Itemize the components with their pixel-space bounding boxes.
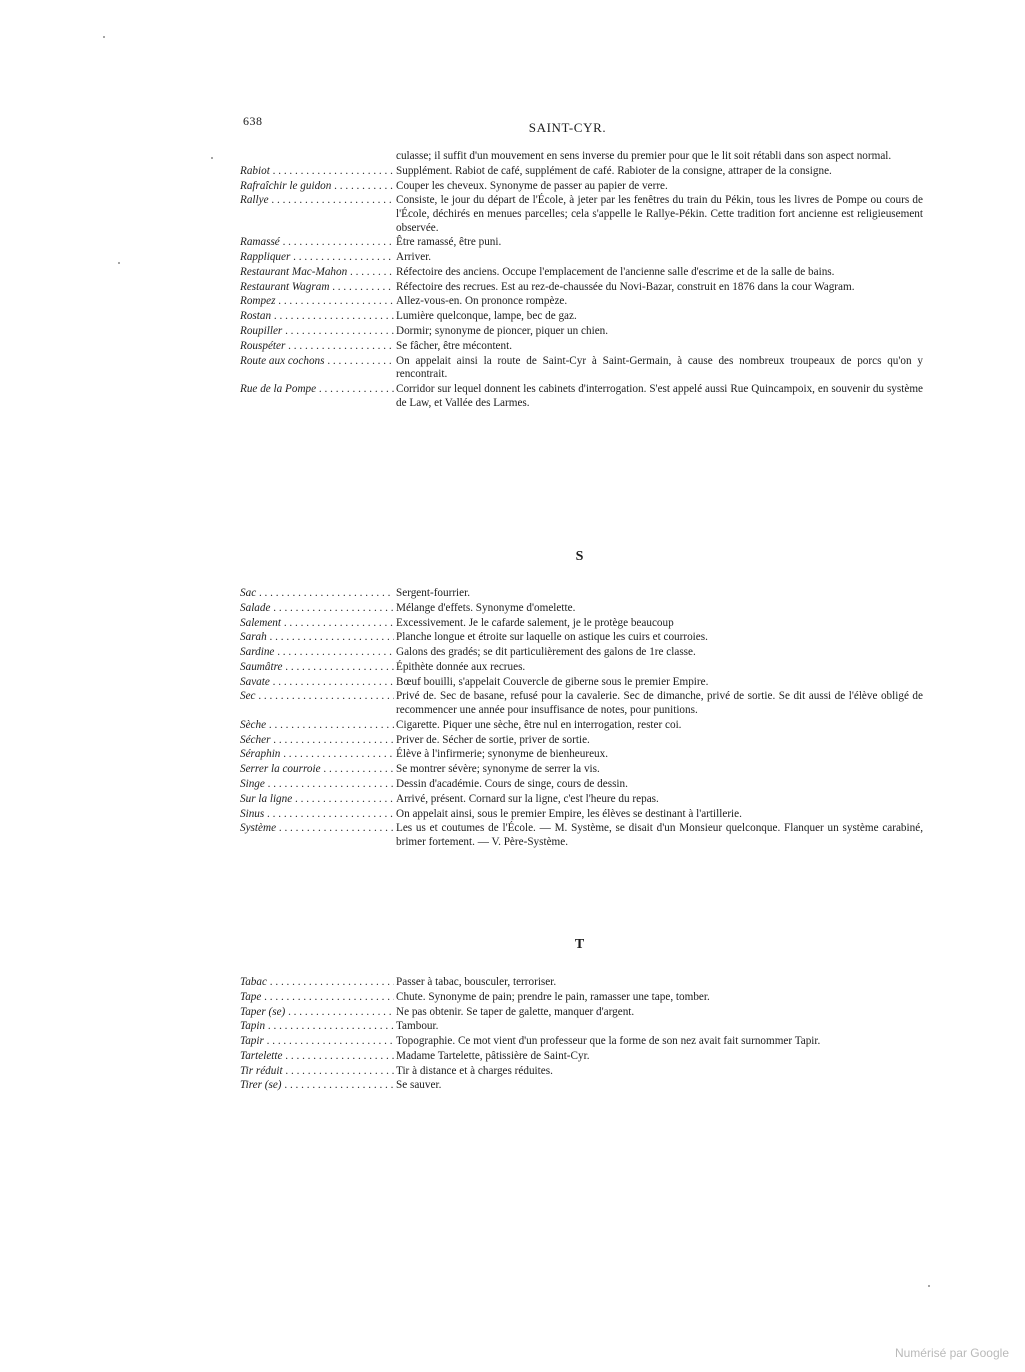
glossary-entry: [240, 748, 923, 762]
entry-term: Tir réduit . . .: [240, 1065, 394, 1079]
glossary-entry: [240, 793, 923, 807]
entry-term: Singe . . .: [240, 778, 394, 792]
entry-list-t: [240, 976, 923, 1093]
letter-heading-s: S: [575, 549, 584, 564]
entry-term: Tape . . .: [240, 991, 394, 1005]
glossary-entry: [240, 236, 923, 250]
glossary-entry: [240, 295, 923, 309]
glossary-entry: [240, 1035, 923, 1049]
entry-term: Tapir . . .: [240, 1035, 394, 1049]
scan-speck: [103, 36, 105, 38]
glossary-entry: [240, 602, 923, 616]
entry-definition: Dessin d'académie. Cours de singe, cours de dessin.: [396, 777, 628, 790]
glossary-entry: [240, 266, 923, 280]
entry-list-s: [240, 587, 923, 850]
entry-term: Tabac . . .: [240, 976, 394, 990]
entry-definition: Être ramassé, être puni.: [396, 236, 502, 249]
entry-term: Ramassé . . .: [240, 236, 394, 250]
glossary-entry: [240, 1020, 923, 1034]
entry-term: Sec . . .: [240, 690, 394, 704]
entry-term: Salement . . .: [240, 617, 394, 631]
glossary-entry: [240, 617, 923, 631]
entry-definition: Bœuf bouilli, s'appelait Couvercle de giberne sous le premier Empire.: [396, 675, 709, 688]
entry-term: Route aux cochons . . .: [240, 355, 394, 369]
entry-term: Taper (se) . . .: [240, 1006, 394, 1020]
entry-definition: Épithète donnée aux recrues.: [396, 660, 526, 673]
entry-definition: Priver de. Sécher de sortie, priver de sortie.: [396, 733, 590, 746]
entry-term: Tartelette . . .: [240, 1050, 394, 1064]
entry-term: Sur la ligne . . .: [240, 793, 394, 807]
entry-term: Saumâtre . . .: [240, 661, 394, 675]
glossary-entry: [240, 690, 923, 717]
entry-definition: Corridor sur lequel donnent les cabinets d'interrogation. S'est appelé aussi Rue Quincampoix, en souvenir du système de Law, et Vallée des Larmes.: [396, 382, 923, 409]
entry-definition: Se sauver.: [396, 1079, 442, 1092]
entry-term: Système . . .: [240, 822, 394, 836]
glossary-entry: [240, 1006, 923, 1020]
entry-definition: Les us et coutumes de l'École. — M. Système, se disait d'un Monsieur quelconque. Flanquer un système carabiné, brimer fortement. — V. Père-Système.: [396, 822, 923, 848]
glossary-entry: [240, 976, 923, 990]
entry-term: Restaurant Mac-Mahon . . .: [240, 266, 394, 280]
entry-definition: Cigarette. Piquer une sèche, être nul en interrogation, rester coi.: [396, 718, 682, 731]
glossary-entry: [240, 355, 923, 382]
entry-term: Rabiot . . .: [240, 165, 394, 179]
entry-term: Rafraîchir le guidon . . .: [240, 180, 394, 194]
entry-definition: Tambour.: [396, 1020, 439, 1033]
entry-definition: Consiste, le jour du départ de l'École, à jeter par les fenêtres du train du Pékin, tous les livres de Pompe ou cours de l'École, déchirés en menues parcelles; cela s'appelle le Rallye-Pékin. Cette tradition fort ancienne est religieusement observée.: [396, 194, 923, 234]
entry-definition: Se montrer sévère; synonyme de serrer la vis.: [396, 763, 600, 776]
letter-heading-t: T: [574, 937, 585, 952]
entry-term: Rompez . . .: [240, 295, 394, 309]
glossary-entry: [240, 281, 923, 295]
entry-term: Roupiller . . .: [240, 325, 394, 339]
glossary-entry: [240, 325, 923, 339]
entry-definition: Réfectoire des anciens. Occupe l'emplacement de l'ancienne salle d'escrime et de la salle de bains.: [396, 265, 835, 278]
page-number: 638: [243, 114, 263, 128]
entry-definition: Réfectoire des recrues. Est au rez-de-chaussée du Novi-Bazar, construit en 1876 dans la cour Wagram.: [396, 280, 855, 293]
entry-term: Rappliquer . . .: [240, 251, 394, 265]
glossary-entry: [240, 778, 923, 792]
entry-term: Sèche . . .: [240, 719, 394, 733]
entry-term: Restaurant Wagram . . .: [240, 281, 394, 295]
entry-definition: Arrivé, présent. Cornard sur la ligne, c'est l'heure du repas.: [396, 792, 659, 805]
glossary-entry: [240, 310, 923, 324]
entry-definition: Se fâcher, être mécontent.: [396, 339, 513, 352]
glossary-entry: [240, 676, 923, 690]
glossary-entry: [240, 646, 923, 660]
glossary-entry: [240, 180, 923, 194]
entry-definition: Galons des gradés; se dit particulièrement des galons de 1re classe.: [396, 646, 696, 659]
scan-speck: [118, 262, 120, 264]
entry-definition: Ne pas obtenir. Se taper de galette, manquer d'argent.: [396, 1005, 635, 1018]
entry-term: Serrer la courroie . . .: [240, 763, 394, 777]
glossary-entry: [240, 1065, 923, 1079]
entry-definition: On appelait ainsi la route de Saint-Cyr à Saint-Germain, à cause des nombreux troupeaux de porcs qu'on y rencontrait.: [396, 354, 923, 381]
glossary-entry: [240, 587, 923, 601]
entry-term: Rue de la Pompe . . .: [240, 383, 394, 397]
entry-term: Rallye . . .: [240, 194, 394, 208]
entry-term: Sinus . . .: [240, 808, 394, 822]
glossary-entry: [240, 822, 923, 849]
entry-definition: Privé de. Sec de basane, refusé pour la cavalerie. Sec de dimanche, privé de sortie. Se dit aussi de l'élève obligé de recommencer une année pour insuffisance de notes, pour punitions.: [396, 690, 923, 717]
running-head: SAINT-CYR.: [528, 120, 607, 135]
entry-definition: Passer à tabac, bousculer, terroriser.: [396, 976, 557, 988]
section-r: [240, 150, 923, 411]
entry-term: Tapin . . .: [240, 1020, 394, 1034]
entry-term: Sac . . .: [240, 587, 394, 601]
glossary-entry: [240, 991, 923, 1005]
glossary-entry: [240, 251, 923, 265]
scan-speck: [211, 157, 213, 159]
entry-term: Séraphin . . .: [240, 748, 394, 762]
entry-definition: Topographie. Ce mot vient d'un professeur que la forme de son nez avait fait surnommer Tapir.: [396, 1035, 821, 1048]
scan-speck: [928, 1285, 930, 1287]
entry-term: Rostan . . .: [240, 310, 394, 324]
entry-term: Sarah . . .: [240, 631, 394, 645]
glossary-entry: [240, 165, 923, 179]
glossary-entry: [240, 808, 923, 822]
glossary-entry: [240, 719, 923, 733]
entry-definition: Tir à distance et à charges réduites.: [396, 1064, 553, 1077]
entry-term: Salade . . .: [240, 602, 394, 616]
entry-list-r: [240, 165, 923, 410]
glossary-entry: [240, 194, 923, 235]
entry-term: Sécher . . .: [240, 734, 394, 748]
glossary-entry: [240, 631, 923, 645]
entry-definition: Élève à l'infirmerie; synonyme de bienheureux.: [396, 748, 609, 761]
section-s: [240, 587, 923, 851]
entry-definition: On appelait ainsi, sous le premier Empire, les élèves se destinant à l'artillerie.: [396, 807, 742, 820]
entry-term: Sardine . . .: [240, 646, 394, 660]
entry-definition: Allez-vous-en. On prononce rompèze.: [396, 295, 568, 308]
entry-definition: Madame Tartelette, pâtissière de Saint-Cyr.: [396, 1049, 590, 1062]
entry-definition: Dormir; synonyme de pioncer, piquer un chien.: [396, 325, 609, 337]
entry-term: Tirer (se) . . .: [240, 1079, 394, 1093]
entry-definition: Chute. Synonyme de pain; prendre le pain, ramasser une tape, tomber.: [396, 990, 710, 1003]
glossary-entry: [240, 763, 923, 777]
entry-term: Rouspéter . . .: [240, 340, 394, 354]
entry-definition: Mélange d'effets. Synonyme d'omelette.: [396, 601, 576, 614]
continuation-text: culasse; il suffit d'un mouvement en sens inverse du premier pour que le lit soit rétabli dans son aspect normal.: [396, 150, 892, 162]
scanner-watermark: Numérisé par Google: [894, 1346, 1009, 1360]
glossary-entry: [240, 734, 923, 748]
entry-definition: Planche longue et étroite sur laquelle on astique les cuirs et courroies.: [396, 631, 708, 644]
glossary-entry: [240, 1079, 923, 1093]
entry-definition: Supplément. Rabiot de café, supplément de café. Rabioter de la consigne, attraper de la consigne.: [396, 164, 832, 177]
entry-definition: Excessivement. Je le cafarde salement, je le protège beaucoup: [396, 616, 674, 629]
section-t: [240, 976, 923, 1094]
glossary-entry: [240, 661, 923, 675]
entry-term: Savate . . .: [240, 676, 394, 690]
entry-definition: Couper les cheveux. Synonyme de passer au papier de verre.: [396, 179, 668, 192]
glossary-entry: [240, 1050, 923, 1064]
glossary-entry: [240, 340, 923, 354]
entry-definition: Arriver.: [396, 251, 432, 264]
entry-definition: Sergent-fourrier.: [396, 587, 471, 599]
entry-definition: Lumière quelconque, lampe, bec de gaz.: [396, 310, 577, 323]
glossary-entry: [240, 383, 923, 410]
